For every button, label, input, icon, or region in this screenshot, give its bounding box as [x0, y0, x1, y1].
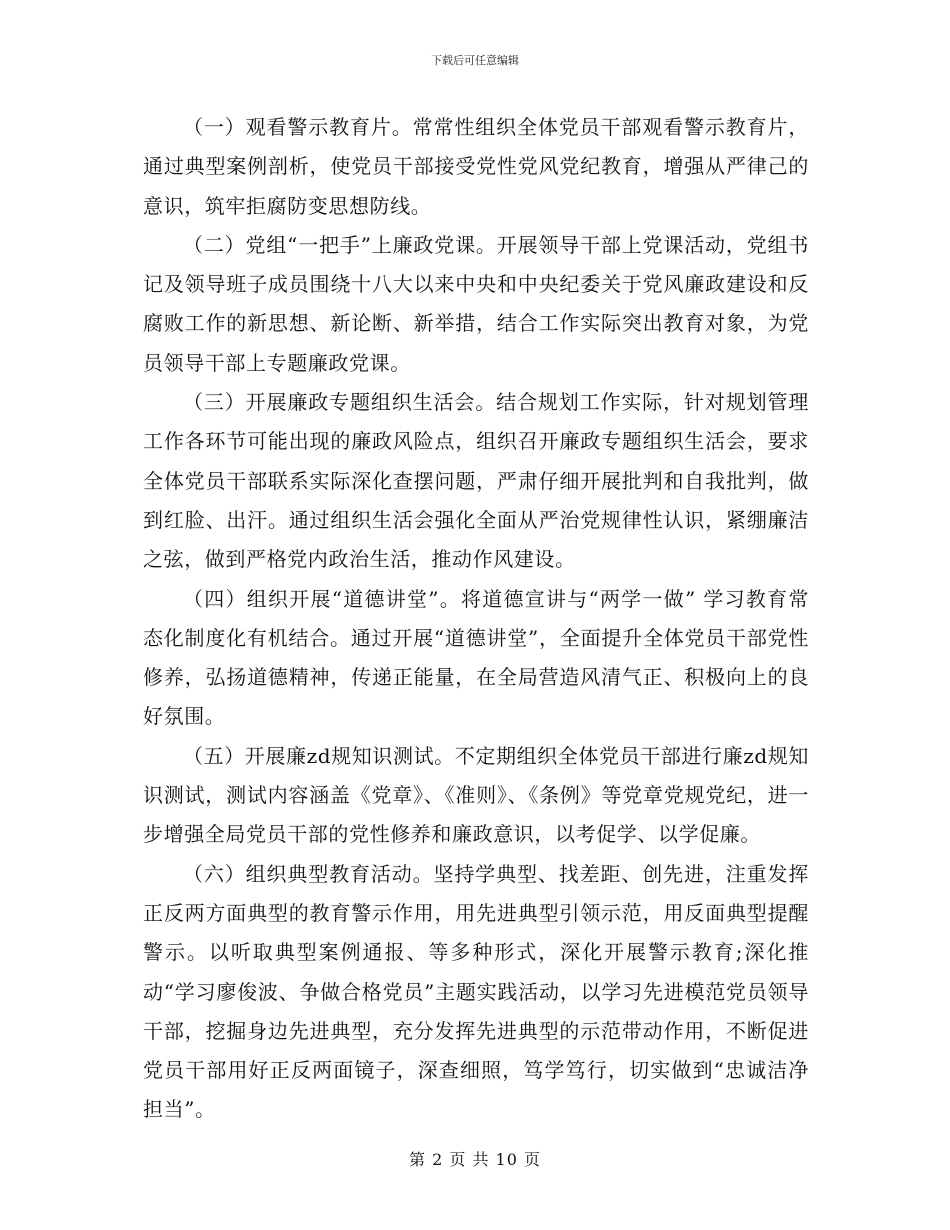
- paragraph-3: （三）开展廉政专题组织生活会。结合规划工作实际，针对规划管理工作各环节可能出现的廉政风险点，组织召开廉政专题组织生活会，要求全体党员干部联系实际深化查摆问题，严肃仔细开展批判和自我批判，做到红脸、出汗。通过组织生活会强化全面从严治党规律性认识，紧绷廉洁之弦，做到严格党内政治生活，推动作风建设。: [143, 390, 809, 572]
- paragraph-4: （四）组织开展“道德讲堂”。将道德宣讲与“两学一做” 学习教育常态化制度化有机结合。通过开展“道德讲堂”，全面提升全体党员干部党性修养，弘扬道德精神，传递正能量，在全局营造风清气正、积极向上的良好氛围。: [143, 586, 809, 729]
- paragraph-2: （二）党组“一把手”上廉政党课。开展领导干部上党课活动，党组书记及领导班子成员围绕十八大以来中央和中央纪委关于党风廉政建设和反腐败工作的新思想、新论断、新举措，结合工作实际突出教育对象，为党员领导干部上专题廉政党课。: [143, 232, 809, 375]
- page-number-footer: 第 2 页 共 10 页: [409, 1150, 541, 1169]
- paragraph-6: （六）组织典型教育活动。坚持学典型、找差距、创先进，注重发挥正反两方面典型的教育警示作用，用先进典型引领示范，用反面典型提醒警示。以听取典型案例通报、等多种形式，深化开展警示教育;深化推动“学习廖俊波、争做合格党员”主题实践活动，以学习先进模范党员领导干部，挖掘身边先进典型，充分发挥先进典型的示范带动作用，不断促进党员干部用好正反两面镜子，深查细照，笃学笃行，切实做到“忠诚洁净担当”。: [143, 861, 809, 1122]
- document-body: [143, 108, 809, 1130]
- paragraph-1: （一）观看警示教育片。常常性组织全体党员干部观看警示教育片，通过典型案例剖析，使党员干部接受党性党风党纪教育，增强从严律己的意识，筑牢拒腐防变思想防线。: [143, 115, 809, 218]
- page-header: 下载后可任意编辑: [431, 54, 519, 67]
- paragraph-5: （五）开展廉zd规知识测试。不定期组织全体党员干部进行廉zd规知识测试，测试内容涵盖《党章》、《准则》、《条例》等党章党规党纪，进一步增强全局党员干部的党性修养和廉政意识，以考促学、以学促廉。: [143, 743, 809, 847]
